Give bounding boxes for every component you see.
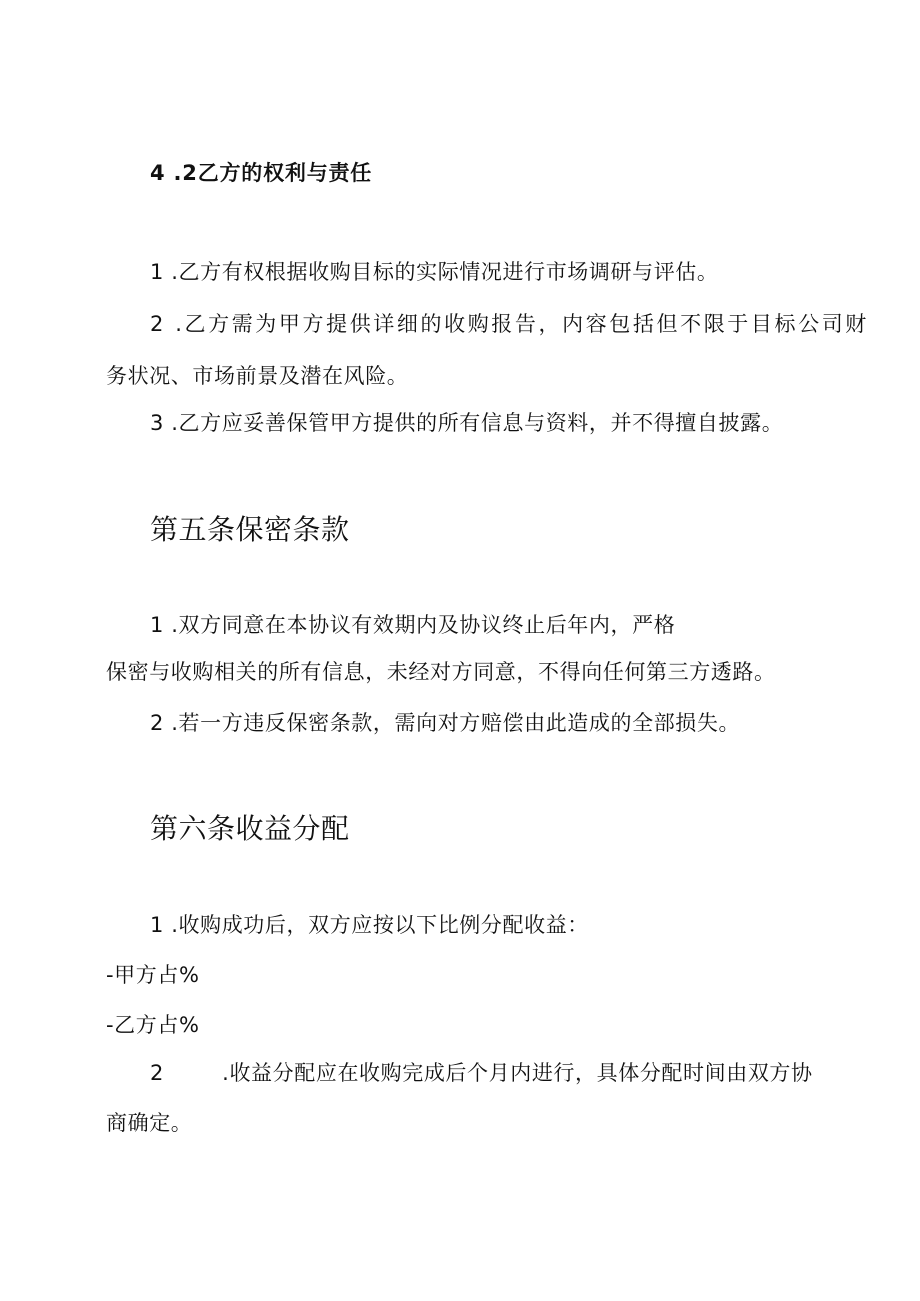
section-4-2-item-2-cont: 务状况、市场前景及潜在风险。 (106, 364, 409, 388)
section-4-2-item-3: 3 .乙方应妥善保管甲方提供的所有信息与资料，并不得擅自披露。 (150, 411, 784, 435)
section-4-2-item-2: 2 .乙方需为甲方提供详细的收购报告，内容包括但不限于目标公司财 (150, 312, 869, 336)
article-6-item-1-a: -甲方占% (106, 963, 200, 987)
article-6-heading: 第六条收益分配 (150, 812, 350, 845)
article-6-item-1-b: -乙方占% (106, 1013, 200, 1037)
article-5-heading: 第五条保密条款 (150, 513, 350, 546)
article-6-item-1: 1 .收购成功后，双方应按以下比例分配收益： (150, 913, 589, 937)
section-4-2-item-1: 1 .乙方有权根据收购目标的实际情况进行市场调研与评估。 (150, 260, 719, 284)
article-6-item-2: 2 .收益分配应在收购完成后个月内进行，具体分配时间由双方协 (150, 1061, 813, 1085)
article-6-item-2-cont: 商确定。 (106, 1111, 193, 1135)
article-5-item-1-cont: 保密与收购相关的所有信息，未经对方同意，不得向任何第三方透路。 (106, 660, 776, 684)
section-4-2-subheading: 4 .2乙方的权利与责任 (150, 161, 373, 185)
article-5-item-1: 1 .双方同意在本协议有效期内及协议终止后年内，严格 (150, 613, 676, 637)
article-5-item-2: 2 .若一方违反保密条款，需向对方赔偿由此造成的全部损失。 (150, 711, 741, 735)
